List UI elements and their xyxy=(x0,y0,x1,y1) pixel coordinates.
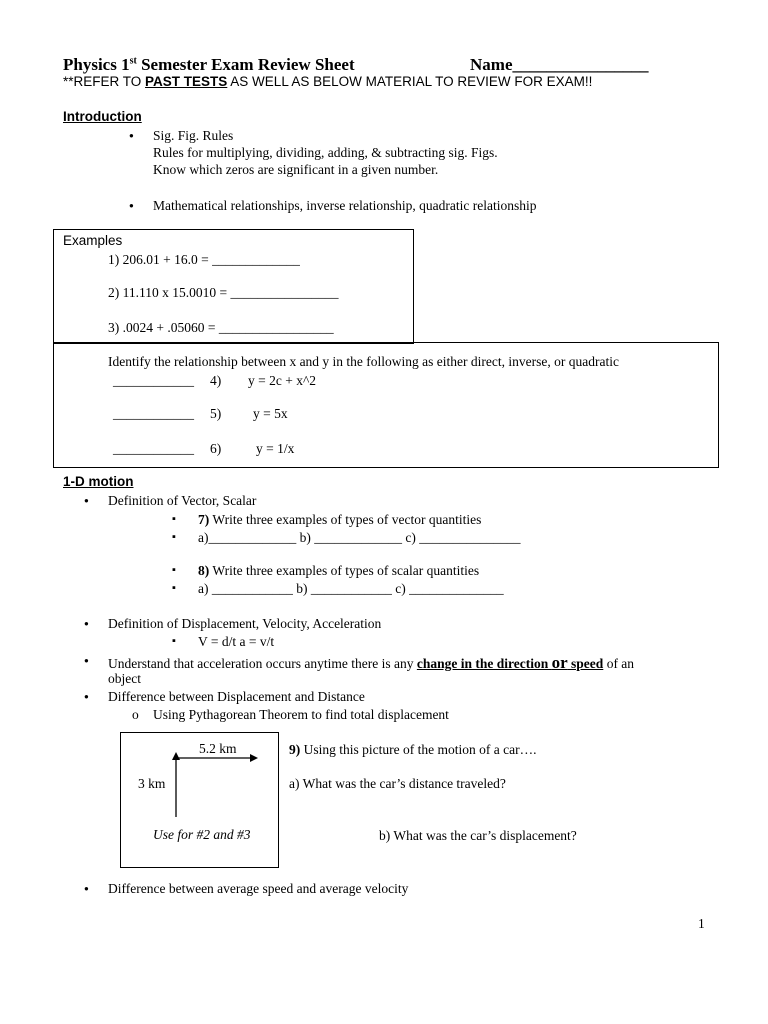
sub-bullet-icon: o xyxy=(132,707,139,722)
diagram-caption: Use for #2 and #3 xyxy=(153,827,251,842)
relationship-number-4: 4) xyxy=(210,373,222,388)
displacement-arrows xyxy=(165,748,265,818)
page-number: 1 xyxy=(698,916,705,931)
acceleration-emph-speed: speed xyxy=(567,656,604,671)
question-8-text: Write three examples of types of scalar quantities xyxy=(209,563,480,578)
acceleration-text-pre: Understand that acceleration occurs anytime there is any xyxy=(108,656,417,671)
relationship-equation-4: y = 2c + x^2 xyxy=(248,373,317,388)
question-7-text: Write three examples of types of vector quantities xyxy=(209,512,482,527)
motion-bullet-acceleration xyxy=(108,653,634,673)
relationship-blank-5[interactable]: ____________ xyxy=(113,406,194,421)
refer-emphasis: PAST TESTS xyxy=(145,74,228,89)
motion-bullet-distance: ● Difference between Displacement and Distance xyxy=(108,689,365,705)
examples-label: Examples xyxy=(63,233,123,248)
acceleration-emphasis xyxy=(416,653,604,672)
page-title xyxy=(63,55,355,75)
title-superscript: st xyxy=(129,55,137,67)
relationship-prompt: Identify the relationship between x and y in the following as either direct, inverse, or quadratic xyxy=(108,354,619,369)
acceleration-emph-direction: change in the direction xyxy=(416,656,552,671)
sub-pythagorean-text: Using Pythagorean Theorem to find total displacement xyxy=(153,707,449,722)
intro-sigfig-zeros: Know which zeros are significant in a given number. xyxy=(153,162,439,177)
question-9a: a) What was the car’s distance traveled? xyxy=(289,776,506,791)
motion-formula: ▪ V = d/t a = v/t xyxy=(198,634,274,650)
question-7-number: 7) xyxy=(198,512,210,527)
motion-bullet-displacement: ● Definition of Displacement, Velocity, Acceleration xyxy=(108,616,381,632)
diagram-vertical-label: 3 km xyxy=(138,776,166,791)
arrow-right-icon xyxy=(176,754,258,762)
intro-bullet-sigfig: ● Sig. Fig. Rules xyxy=(153,128,233,144)
title-rest: Semester Exam Review Sheet xyxy=(136,55,355,74)
relationship-number-5: 5) xyxy=(210,406,222,421)
question-8 xyxy=(198,563,479,579)
intro-heading: Introduction xyxy=(63,109,142,124)
question-9-text: Using this picture of the motion of a car…. xyxy=(300,742,537,757)
acceleration-text-post: of an xyxy=(603,656,635,671)
question-9 xyxy=(289,742,536,758)
example-question-1: 1) 206.01 + 16.0 = _____________ xyxy=(108,252,300,267)
question-9b: b) What was the car’s displacement? xyxy=(379,828,577,843)
motion-bullet-average: ● Difference between average speed and average velocity xyxy=(108,881,408,897)
refer-post: AS WELL AS BELOW MATERIAL TO REVIEW FOR EXAM!! xyxy=(227,74,593,89)
motion-sub-pythagorean xyxy=(132,707,449,723)
example-question-2: 2) 11.110 x 15.0010 = ________________ xyxy=(108,285,339,300)
relationship-blank-6[interactable]: ____________ xyxy=(113,441,194,456)
intro-sigfig-rules: Rules for multiplying, dividing, adding, & subtracting sig. Figs. xyxy=(153,145,498,160)
question-7-blanks[interactable]: ▪ a)_____________ b) _____________ c) _______________ xyxy=(198,530,520,546)
relationship-equation-5: y = 5x xyxy=(253,406,288,421)
refer-pre: **REFER TO xyxy=(63,74,146,89)
intro-bullet-relationships: ● Mathematical relationships, inverse relationship, quadratic relationship xyxy=(153,198,537,214)
question-7 xyxy=(198,512,481,528)
question-8-number: 8) xyxy=(198,563,210,578)
arrow-up-icon xyxy=(172,752,180,817)
acceleration-text-line2: object xyxy=(108,671,141,686)
question-8-blanks[interactable]: ▪ a) ____________ b) ____________ c) ______________ xyxy=(198,581,504,597)
relationship-number-6: 6) xyxy=(210,441,222,456)
question-9-number: 9) xyxy=(289,742,301,757)
name-field[interactable]: Name________________ xyxy=(470,55,649,74)
refer-note xyxy=(63,74,592,89)
motion-bullet-vector-scalar: ● Definition of Vector, Scalar xyxy=(108,493,256,509)
relationship-equation-6: y = 1/x xyxy=(256,441,295,456)
acceleration-emph-or: or xyxy=(551,653,568,672)
motion-heading: 1-D motion xyxy=(63,474,134,489)
example-question-3: 3) .0024 + .05060 = _________________ xyxy=(108,320,334,335)
diagram-horizontal-label: 5.2 km xyxy=(199,741,237,756)
relationship-blank-4[interactable]: ____________ xyxy=(113,373,194,388)
title-main: Physics 1 xyxy=(63,55,130,74)
